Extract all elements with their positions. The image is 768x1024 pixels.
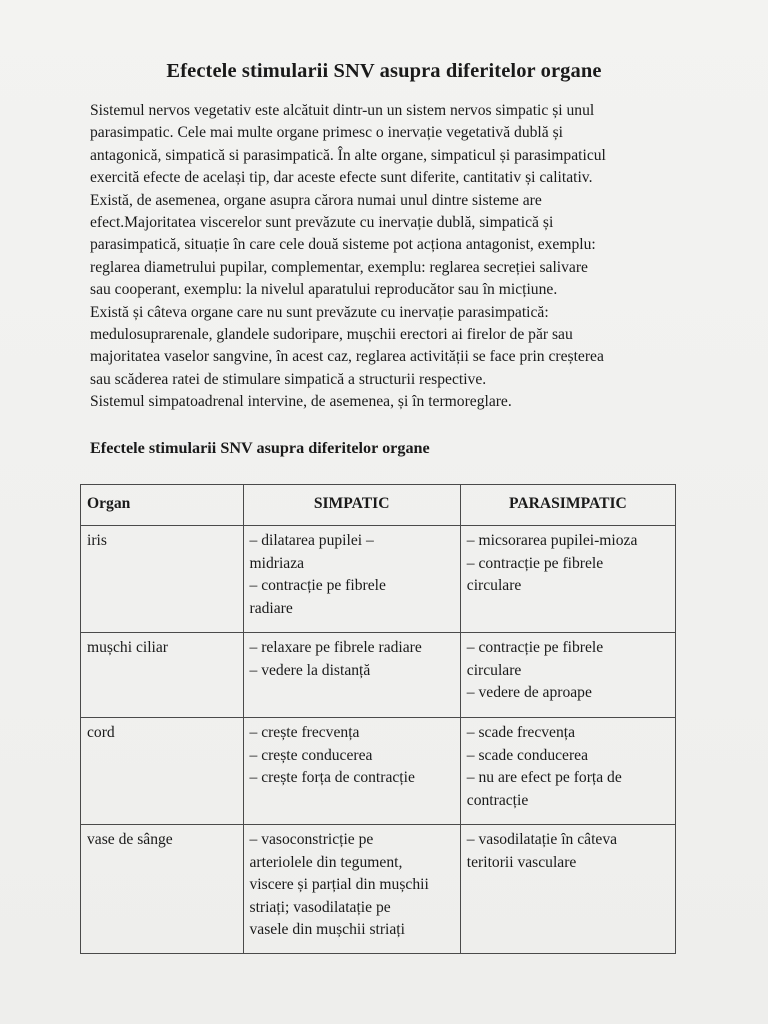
parasimpatic-cell <box>460 633 675 718</box>
cell-line: viscere și parțial din mușchii <box>249 876 429 893</box>
table-header-row <box>81 485 676 526</box>
cell-line: – crește conducerea <box>249 746 373 764</box>
cell-line: – micsorarea pupilei-mioza <box>466 532 638 549</box>
organ-cell: vase de sânge <box>81 825 244 954</box>
cell-line: – nu are efect pe forța de <box>466 769 622 786</box>
cell-line: – vedere la distanță <box>249 661 371 679</box>
header-simpatic: SIMPATIC <box>243 485 460 526</box>
table-row <box>81 526 676 633</box>
header-organ: Organ <box>81 485 244 526</box>
paragraph-line: Sistemul simpatoadrenal intervine, de asemenea, și în termoreglare. <box>90 393 512 411</box>
organ-cell: mușchi ciliar <box>81 633 244 718</box>
simpatic-cell <box>243 526 460 633</box>
cell-line: – contracție pe fibrele <box>466 639 604 656</box>
snv-effects-table <box>80 484 676 954</box>
paragraph-line: sau scăderea ratei de stimulare simpatică a structurii respective. <box>90 370 487 388</box>
organ-cell: iris <box>81 526 244 633</box>
cell-line: – crește frecvența <box>249 724 360 741</box>
cell-line: circulare <box>466 661 522 679</box>
paragraph-line: exercită efecte de același tip, dar aceste efecte sunt diferite, cantitativ și calitativ. <box>90 169 593 187</box>
parasimpatic-cell <box>460 825 675 954</box>
cell-line: midriaza <box>249 554 305 572</box>
document-title: Efectele stimularii SNV asupra diferitelor organe <box>166 60 602 82</box>
paragraph-line: efect.Majoritatea viscerelor sunt prevăzute cu inervație dublă, simpatică și <box>90 214 554 232</box>
cell-line: – relaxare pe fibrele radiare <box>249 639 422 656</box>
cell-line: – scade frecvența <box>466 724 576 741</box>
paragraph-line: parasimpatică, situație în care cele două sisteme pot acționa antagonist, exemplu: <box>90 236 596 254</box>
parasimpatic-cell <box>460 718 675 825</box>
cell-line: – contracție pe fibrele <box>249 577 386 594</box>
cell-line: – vedere de aproape <box>466 684 592 701</box>
cell-line: arteriolele din tegument, <box>249 853 403 871</box>
paragraph-line: antagonică, simpatică si parasimpatică. În alte organe, simpaticul și parasimpaticul <box>90 146 606 164</box>
cell-line: – dilatarea pupilei – <box>249 532 374 549</box>
simpatic-cell <box>243 633 460 718</box>
table-row <box>81 718 676 825</box>
paragraph-line: Există, de asemenea, organe asupra cărora numai unul dintre sisteme are <box>90 191 542 209</box>
paragraph-line: sau cooperant, exemplu: la nivelul aparatului reproducător sau în micțiune. <box>90 281 558 299</box>
cell-line: striați; vasodilatație pe <box>249 898 391 916</box>
cell-line: circulare <box>466 577 522 594</box>
paragraph-line: Există și câteva organe care nu sunt prevăzute cu inervație parasimpatică: <box>90 303 549 321</box>
cell-line: radiare <box>249 599 293 617</box>
cell-line: teritorii vasculare <box>466 853 577 871</box>
paragraph-line: medulosuprarenale, glandele sudoripare, mușchii erectori ai firelor de păr sau <box>90 326 573 344</box>
table-title: Efectele stimularii SNV asupra diferitelor organe <box>90 439 430 457</box>
header-parasimpatic: PARASIMPATIC <box>460 485 675 526</box>
cell-line: – contracție pe fibrele <box>466 554 604 572</box>
organ-cell: cord <box>81 718 244 825</box>
cell-line: vasele din mușchii striați <box>249 921 405 938</box>
cell-line: – crește forța de contracție <box>249 769 415 786</box>
paragraph-line: Sistemul nervos vegetativ este alcătuit dintr-un un sistem nervos simpatic și unul <box>90 102 595 119</box>
table-row <box>81 825 676 954</box>
cell-line: contracție <box>466 791 529 809</box>
simpatic-cell <box>243 825 460 954</box>
cell-line: – scade conducerea <box>466 746 589 764</box>
table-row <box>81 633 676 718</box>
intro-paragraph <box>90 100 730 414</box>
parasimpatic-cell <box>460 526 675 633</box>
simpatic-cell <box>243 718 460 825</box>
paragraph-line: majoritatea vaselor sangvine, în acest caz, reglarea activității se face prin creșterea <box>90 348 604 366</box>
paragraph-line: parasimpatic. Cele mai multe organe primesc o inervație vegetativă dublă și <box>90 124 563 142</box>
cell-line: – vasoconstricție pe <box>249 831 374 848</box>
paragraph-line: reglarea diametrului pupilar, complementar, exemplu: reglarea secreției salivare <box>90 258 588 276</box>
cell-line: – vasodilatație în câteva <box>466 831 618 848</box>
